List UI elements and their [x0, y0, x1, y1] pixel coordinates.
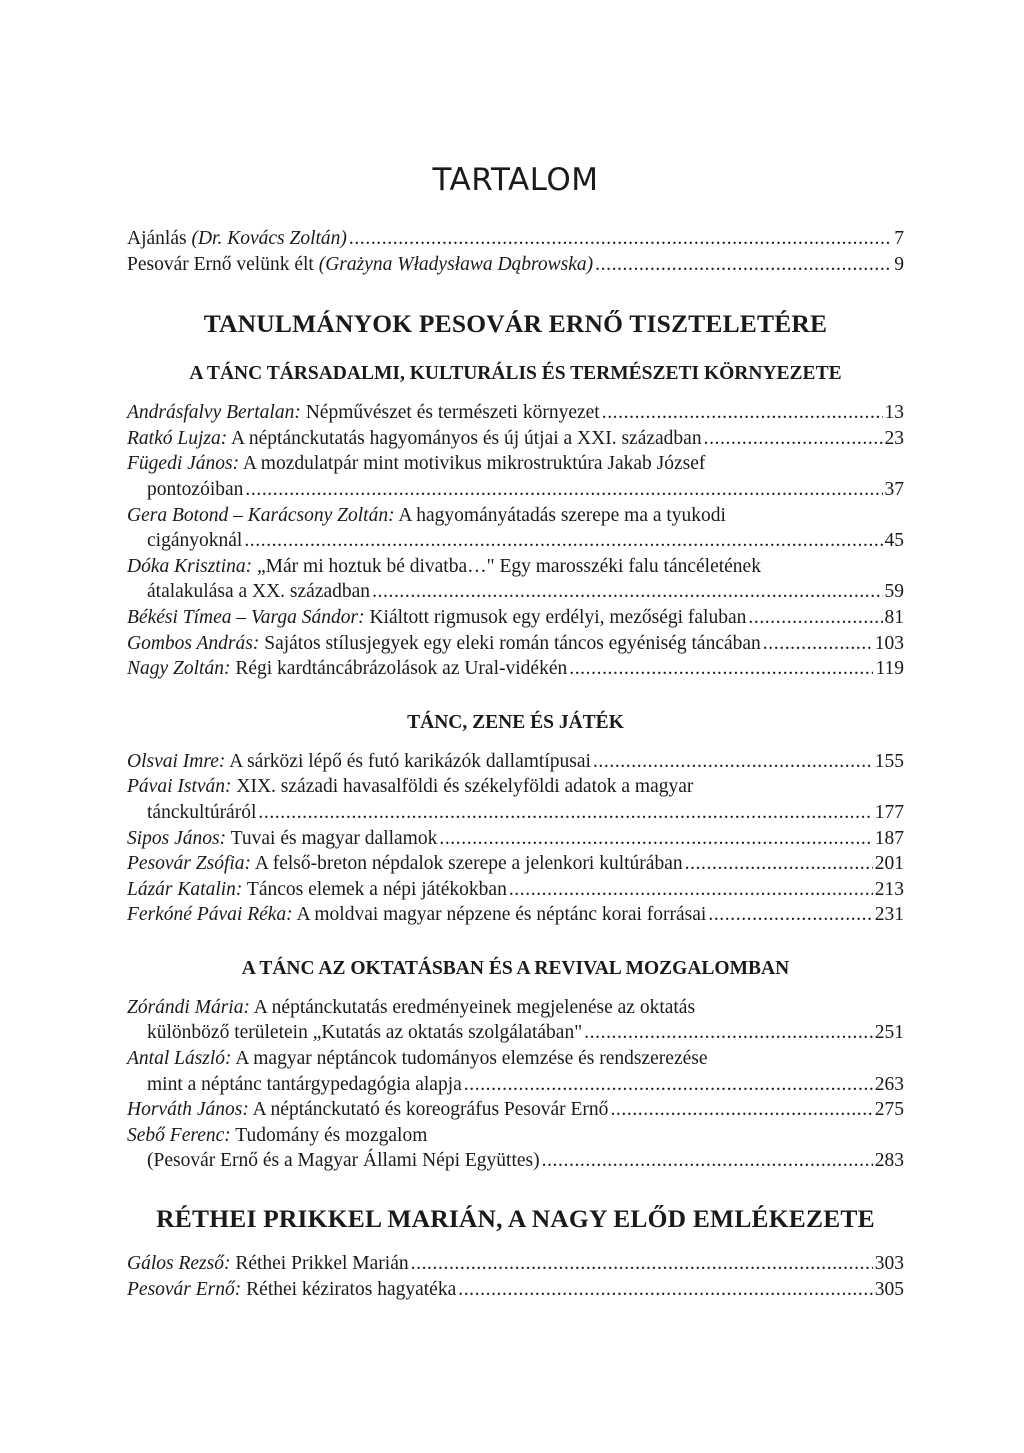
entry-author: Dóka Krisztina: [127, 555, 253, 577]
page-number: 9 [894, 253, 904, 275]
toc-entry-first-line [127, 554, 904, 580]
dot-leader [349, 226, 892, 252]
entry-title: Réthei kéziratos hagyatéka [241, 1278, 457, 1300]
entry-author: Zórándi Mária: [127, 996, 250, 1018]
toc-entry [127, 252, 904, 278]
toc-entry-text [127, 631, 761, 657]
toc-entry-text [127, 902, 706, 928]
page-number: 155 [874, 750, 904, 772]
toc-entry-line [127, 1020, 904, 1046]
toc-entry-text [127, 252, 593, 278]
entry-author: Pesovár Ernő: [127, 1278, 242, 1300]
page-number: 275 [874, 1099, 904, 1121]
entry-author: Nagy Zoltán: [127, 658, 231, 680]
toc-entry-first-line [127, 451, 904, 477]
entry-author: Gombos András: [127, 632, 260, 654]
toc-entry-line [127, 1072, 904, 1098]
toc-entry [127, 1251, 904, 1277]
toc-entry-line [127, 605, 904, 631]
toc-entry-line [127, 528, 904, 554]
entry-title: Pesovár Ernő velünk élt [127, 253, 319, 275]
entry-author: Békési Tímea – Varga Sándor: [127, 606, 365, 628]
toc-entry [127, 554, 904, 605]
dot-leader [569, 656, 873, 682]
toc-entry [127, 1123, 904, 1174]
toc-entry-line [127, 1097, 904, 1123]
section-entries [127, 400, 904, 682]
entry-author: Horváth János: [127, 1099, 249, 1121]
entry-author: Fügedi János: [127, 453, 240, 475]
toc-entry-line [127, 800, 904, 826]
dot-leader [704, 426, 883, 452]
toc-entry-line [127, 826, 904, 852]
part-heading: TANULMÁNYOK PESOVÁR ERNŐ TISZTELETÉRE [203, 309, 828, 339]
toc-entry-text [127, 226, 347, 252]
entry-title: A hagyományátadás szerepe ma a tyukodi [394, 504, 726, 526]
toc-entry-line [127, 631, 904, 657]
toc-entry-text [127, 1277, 456, 1303]
toc-entry [127, 877, 904, 903]
toc-entry-line [127, 1251, 904, 1277]
entry-title-continued: különböző területein „Kutatás az oktatás szolgálatában" [147, 1022, 583, 1044]
toc-entry [127, 605, 904, 631]
entry-title: Sajátos stílusjegyek egy eleki román táncos egyéniség táncában [259, 632, 761, 654]
dot-leader [595, 252, 892, 278]
toc-entry-line [127, 902, 904, 928]
entry-title-continued: cigányoknál [147, 530, 243, 552]
page-number: 201 [874, 853, 904, 875]
page-number: 283 [874, 1150, 904, 1172]
dot-leader [464, 1072, 873, 1098]
section-entries [127, 995, 904, 1174]
entry-author: Lázár Katalin: [127, 878, 243, 900]
entry-author: Antal László: [127, 1048, 232, 1070]
toc-entry [127, 400, 904, 426]
toc-entry-line [127, 877, 904, 903]
page-number: 187 [874, 827, 904, 849]
entry-title: Tudomány és mozgalom [230, 1124, 428, 1146]
dot-leader [593, 749, 873, 775]
toc-entry [127, 503, 904, 554]
toc-entry-line [127, 656, 904, 682]
page-number: 13 [884, 402, 904, 424]
toc-entry [127, 826, 904, 852]
entry-title: A néptánckutatás eredményeinek megjelenése az oktatás [249, 996, 696, 1018]
dot-leader [509, 877, 873, 903]
page-number: 263 [874, 1073, 904, 1095]
toc-entry [127, 902, 904, 928]
toc-entry-text [127, 851, 683, 877]
entry-title: Népművészet és természeti környezet [300, 402, 600, 424]
entry-title: A sárközi lépő és futó karikázók dallamtípusai [225, 750, 591, 772]
entry-author: Pávai István: [127, 776, 232, 798]
toc-entry [127, 631, 904, 657]
dot-leader [748, 605, 882, 631]
dot-leader [258, 800, 872, 826]
entry-title: A magyar néptáncok tudományos elemzése és rendszerezése [231, 1048, 708, 1070]
toc-entry-text [127, 605, 746, 631]
toc-entry [127, 1046, 904, 1097]
entry-author: Gálos Rezső: [127, 1253, 231, 1275]
toc-entry-line [127, 579, 904, 605]
dot-leader [244, 528, 882, 554]
toc-entry-text [127, 877, 507, 903]
entry-author: Gera Botond – Karácsony Zoltán: [127, 504, 395, 526]
section-entries [127, 1251, 904, 1302]
toc-entry [127, 749, 904, 775]
page-number: 81 [884, 606, 904, 628]
page-number: 7 [894, 228, 904, 249]
entry-title: A mozdulatpár mint motivikus mikrostruktúra Jakab József [239, 453, 706, 475]
entry-title-continued: (Pesovár Ernő és a Magyar Állami Népi Együttes) [147, 1150, 540, 1172]
entry-author: Olsvai Imre: [127, 750, 226, 772]
front-matter-list [127, 226, 904, 277]
dot-leader [372, 579, 882, 605]
entry-title: XIX. századi havasalföldi és székelyföldi adatok a magyar [231, 776, 694, 798]
entry-author: Pesovár Zsófia: [127, 853, 252, 875]
toc-entry-text [127, 426, 702, 452]
page-number: 305 [874, 1278, 904, 1300]
dot-leader [610, 1097, 872, 1123]
section-entries [127, 749, 904, 928]
toc-entry [127, 851, 904, 877]
section-heading: A TÁNC AZ OKTATÁSBAN ÉS A REVIVAL MOZGALOMBAN [241, 957, 790, 979]
page-number: 251 [874, 1022, 904, 1044]
dot-leader [708, 902, 872, 928]
toc-content [127, 160, 904, 1302]
dot-leader [411, 1251, 873, 1277]
dot-leader [685, 851, 873, 877]
toc-entry-line [127, 426, 904, 452]
toc-entry-line [127, 226, 904, 252]
entry-title-continued: mint a néptánc tantárgypedagógia alapja [147, 1073, 462, 1095]
dot-leader [458, 1277, 873, 1303]
toc-entry-line [127, 1277, 904, 1303]
entry-title: Tuvai és magyar dallamok [226, 827, 438, 849]
page-number: 23 [884, 427, 904, 449]
toc-entry [127, 226, 904, 252]
entry-title: Réthei Prikkel Marián [230, 1253, 409, 1275]
entry-title: Régi kardtáncábrázolások az Ural-vidékén [230, 658, 568, 680]
page-number: 119 [875, 658, 904, 680]
entry-author: Sipos János: [127, 827, 227, 849]
dot-leader [763, 631, 873, 657]
entry-title-continued: tánckultúráról [147, 801, 257, 823]
dot-leader [439, 826, 872, 852]
entry-title: A néptánckutató és koreográfus Pesovár Ernő [248, 1099, 609, 1121]
toc-entry-line [127, 477, 904, 503]
toc-entry-text [127, 1097, 608, 1123]
toc-entry-first-line [127, 995, 904, 1021]
toc-entry-first-line [127, 774, 904, 800]
toc-entry [127, 451, 904, 502]
toc-entry-line [127, 1148, 904, 1174]
entry-title: Ajánlás [127, 228, 192, 249]
toc-entry-line [127, 400, 904, 426]
entry-author: Sebő Ferenc: [127, 1124, 231, 1146]
dot-leader [602, 400, 883, 426]
toc-entry [127, 1277, 904, 1303]
entry-title-continued: átalakulása a XX. században [147, 581, 371, 603]
part-heading: RÉTHEI PRIKKEL MARIÁN, A NAGY ELŐD EMLÉKEZETE [156, 1204, 875, 1234]
toc-entry-first-line [127, 1123, 904, 1149]
entry-author: Andrásfalvy Bertalan: [127, 402, 301, 424]
dot-leader [542, 1148, 873, 1174]
entry-credit: (Dr. Kovács Zoltán) [191, 228, 347, 249]
toc-entry-text [127, 400, 600, 426]
page-number: 231 [874, 904, 904, 926]
page-number: 213 [874, 878, 904, 900]
entry-author: Ferkóné Pávai Réka: [127, 904, 293, 926]
toc-entry-text [127, 656, 567, 682]
dot-leader [245, 477, 882, 503]
section-heading: A TÁNC TÁRSADALMI, KULTURÁLIS ÉS TERMÉSZETI KÖRNYEZETE [189, 363, 842, 385]
toc-entry-first-line [127, 1046, 904, 1072]
toc-entry-line [127, 252, 904, 278]
toc-entry-text [127, 1251, 409, 1277]
page-number: 59 [884, 581, 904, 603]
toc-entry-line [127, 749, 904, 775]
page-title: TARTALOM [432, 162, 599, 198]
toc-entry [127, 774, 904, 825]
toc-entry [127, 995, 904, 1046]
entry-title: „Már mi hoztuk bé divatba…" Egy marosszéki falu táncéletének [252, 555, 761, 577]
toc-entry-text [127, 826, 437, 852]
toc-entry-text [127, 749, 591, 775]
section-heading: TÁNC, ZENE ÉS JÁTÉK [407, 711, 624, 733]
entry-title: A néptánckutatás hagyományos és új útjai a XXI. században [227, 427, 702, 449]
page-number: 303 [874, 1253, 904, 1275]
page-number: 103 [874, 632, 904, 654]
page-number: 37 [884, 478, 904, 500]
entry-credit: (Grażyna Władysława Dąbrowska) [318, 253, 594, 275]
entry-title: Táncos elemek a népi játékokban [242, 878, 507, 900]
entry-title: Kiáltott rigmusok egy erdélyi, mezőségi faluban [364, 606, 747, 628]
toc-entry-line [127, 851, 904, 877]
page-number: 177 [874, 801, 904, 823]
entry-author: Ratkó Lujza: [127, 427, 228, 449]
toc-entry [127, 426, 904, 452]
entry-title: A felső-breton népdalok szerepe a jelenkori kultúrában [251, 853, 683, 875]
toc-entry [127, 1097, 904, 1123]
page-number: 45 [884, 530, 904, 552]
entry-title-continued: pontozóiban [147, 478, 244, 500]
toc-entry-first-line [127, 503, 904, 529]
toc-entry [127, 656, 904, 682]
dot-leader [584, 1020, 873, 1046]
entry-title: A moldvai magyar népzene és néptánc korai forrásai [292, 904, 707, 926]
